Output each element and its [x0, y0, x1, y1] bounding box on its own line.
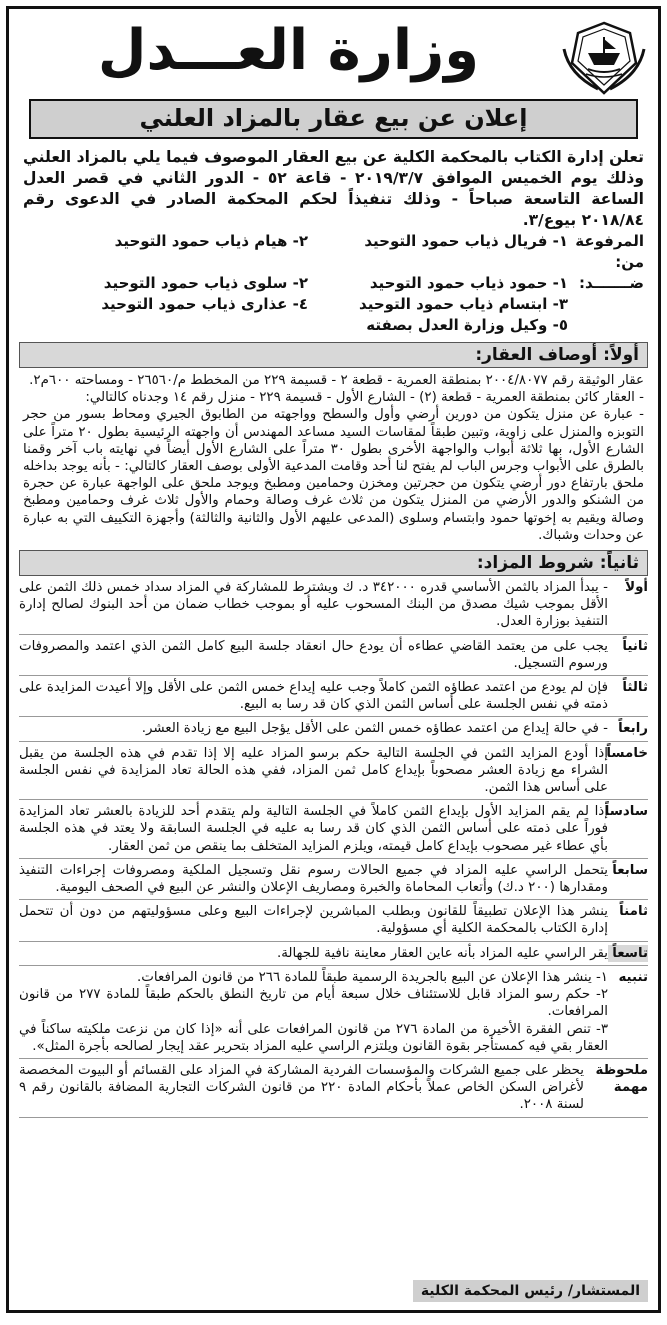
auction-conditions-section	[19, 550, 648, 1117]
notice-key: تنبيه	[618, 969, 648, 985]
notice-line: ٣- تنص الفقرة الأخيرة من المادة ٢٧٦ من قانون المرافعات على أنه «إذا كان من نزعت ملكيته ساكناً في العقار بقي فيه كمستأجر بقوة القانون ويلتزم الراسي عليه المزاد بتحرير عقد إيجار لصالحه بأجرة المثل».	[19, 1021, 609, 1054]
defendants-row	[23, 294, 644, 315]
header	[9, 9, 658, 99]
plaintiffs-row	[23, 231, 644, 273]
notice-line: ٢- حكم رسو المزاد قابل للاستئناف خلال سبعة أيام من تاريخ النطق بالحكم طبقاً للمادة ٢٧٧ من قانون المرافعات.	[19, 987, 609, 1020]
notice-text	[19, 969, 608, 1055]
condition-key: ثامناً	[619, 904, 648, 920]
plaintiff: ٢- هيام ذياب حمود التوحيد	[114, 232, 308, 250]
property-paragraph: - العقار كائن بمنطقة العمرية - قطعة (٢) - الشارع الأول - قسيمة ٢٢٩ - منزل رقم ١٤ وجدناه كالتالي:	[85, 390, 644, 406]
section-heading: ثانياً: شروط المزاد:	[19, 550, 648, 576]
condition-text: فإن لم يودع من اعتمد عطاؤه الثمن كاملاً وجب عليه إيداع خمس الثمن على الأقل وإلا أعيدت المزايدة على ذمته في نفس الجلسة على أساس الثمن الذي كان قد رسا به البيع.	[19, 680, 608, 713]
condition-item	[19, 717, 648, 741]
condition-key: ثالثاً	[622, 680, 648, 696]
condition-text: ينشر هذا الإعلان تطبيقاً للقانون وبطلب المباشرين لإجراءات البيع وعلى مسؤوليتهم من دون أن تتحمل إدارة الكتاب بالمحكمة الكلية أي مسؤولية.	[19, 904, 608, 937]
notice-title: إعلان عن بيع عقار بالمزاد العلني	[29, 99, 638, 139]
condition-item	[19, 942, 648, 966]
defendant: ٥- وكيل وزارة العدل بصفته	[366, 316, 568, 334]
condition-key: سادساً	[604, 804, 648, 820]
section-heading: أولاً: أوصاف العقار:	[19, 342, 648, 368]
condition-key: تاسعاً	[608, 945, 648, 962]
defendant: ٤- عذارى ذياب حمود التوحيد	[101, 295, 308, 313]
condition-text: يجب على من يعتمد القاضي عطاءه أن يودع حال انعقاد جلسة البيع كامل الثمن الذي اعتمد والمصروفات ورسوم التسجيل.	[19, 638, 608, 671]
notice-item	[19, 966, 648, 1059]
defendant: ٣- ابتسام ذياب حمود التوحيد	[359, 295, 568, 313]
condition-text: يتحمل الراسي عليه المزاد في جميع الحالات رسوم نقل وتسجيل الملكية ومصروفات إجراءات التنفيذ ومقدارها (٢٠٠ د.ك) وأتعاب المحاماة والخبرة ومصاريف الإعلان والنشر عن البيع في الصحف اليومية.	[19, 862, 608, 896]
property-description-section	[19, 342, 648, 544]
condition-item	[19, 742, 648, 801]
condition-text: يقر الراسي عليه المزاد بأنه عاين العقار معاينة نافية للجهالة.	[276, 945, 608, 961]
plaintiff: ١- فريال ذياب حمود التوحيد	[364, 232, 568, 250]
condition-item	[19, 900, 648, 941]
notice-line: ١- ينشر هذا الإعلان عن البيع بالجريدة الرسمية طبقاً للمادة ٢٦٦ من قانون المرافعات.	[137, 969, 608, 985]
condition-text: - في حالة إيداع من اعتمد عطاؤه خمس الثمن على الأقل يؤجل البيع مع زيادة العشر.	[141, 721, 608, 737]
condition-text: إذا لم يقم المزايد الأول بإيداع الثمن كاملاً في الجلسة التالية ولم يتقدم أحد للزيادة بالعشر تعاد المزايدة فوراً على ذمته على أساس الثمن الذي كان قد رسا به عليه في الجلسة السابقة ولا يعتد في هذه الجلسة بأي عطاء غير مصحوب بإيداع كامل قيمته، ويلزم المزايد المتخلف بما ينقص من ثمن العقار.	[19, 804, 608, 854]
intro-paragraph: تعلن إدارة الكتاب بالمحكمة الكلية عن بيع العقار الموصوف فيما يلي بالمزاد العلني وذلك يوم الخميس الموافق ٢٠١٩/٣/٧ - قاعة ٥٢ - الدور الثاني في قصر العدل الساعة التاسعة صباحاً - وذلك تنفيذاً لحكم المحكمة الصادر في الدعوى رقم ٢٠١٨/٨٤ بيوع/٣.	[23, 148, 644, 229]
case-parties	[9, 231, 658, 336]
condition-item	[19, 676, 648, 717]
ministry-title: وزارة العـــدل	[97, 18, 480, 83]
condition-key: خامساً	[606, 745, 648, 761]
condition-key: سابعاً	[612, 862, 648, 878]
section-body	[19, 368, 648, 544]
condition-item	[19, 635, 648, 676]
kuwait-emblem-icon	[558, 19, 650, 97]
condition-item	[19, 576, 648, 635]
defendants-row	[23, 315, 644, 336]
condition-key: أولاً	[625, 580, 648, 596]
condition-key: ثانياً	[622, 638, 648, 654]
property-paragraph: عقار الوثيقة رقم ٢٠٠٤/٨٠٧٧ بمنطقة العمرية - قطعة ٢ - قسيمة ٢٢٩ من المخطط م/٢٦٥٦٠ - ومساحته ٦٠٠م٢.	[29, 373, 644, 388]
signature-footer: المستشار/ رئيس المحكمة الكلية	[413, 1280, 648, 1302]
condition-item	[19, 800, 648, 859]
defendant: ١- حمود ذياب حمود التوحيد	[369, 274, 568, 292]
defendants-label: ضـــــــد:	[578, 274, 644, 292]
auction-notice	[6, 6, 661, 1313]
condition-key: رابعاً	[618, 721, 648, 737]
condition-item	[19, 859, 648, 900]
defendants-row	[23, 273, 644, 294]
plaintiffs-label: المرفوعة من:	[575, 232, 644, 271]
important-note-key: ملحوظة مهمة	[595, 1062, 648, 1096]
condition-text: - يبدأ المزاد بالثمن الأساسي قدره ٣٤٢٠٠٠ د. ك ويشترط للمشاركة في المزاد سداد خمس ذلك الثمن على الأقل بموجب شيك مصدق من البنك المسحوب عليه أو بموجب خطاب ضمان من أحد البنوك لصالح إدارة التنفيذ بوزارة العدل.	[19, 580, 608, 630]
defendant: ٢- سلوى ذياب حمود التوحيد	[103, 274, 308, 292]
important-note-text: يحظر على جميع الشركات والمؤسسات الفردية المشاركة في المزاد على القسائم أو البيوت المخصصة لأغراض السكن الخاص عملاً بأحكام المادة ٢٢٠ من قانون الشركات التجارية المضافة بالقانون رقم ٩ لسنة ٢٠٠٨.	[19, 1062, 584, 1113]
property-paragraph: - عبارة عن منزل يتكون من دورين أرضي وأول والسطح وواجهته من الطابوق الجيري ومحاط بسور من حجر التوبزه والمنزل على زاوية، وتبين طبقاً لمقاسات السيد مساعد المهندس أن واجهته الرئيسية بطول ٢٠ متراً على الشارع الأول، بها ثلاثة أبواب والواجهة الأخرى بطول ٣٠ متراً على الشارع الأول أيضاً في نهايته باب آخر وقمنا بالطرق على الأبواب وجرس الباب لم يفتح لنا أحد وقامت المدعية الأولى بوصف العقار كالتالي: - بأنه يوجد بداخله ملحق بارتفاع دور أرضي يتكون من حجرتين ومخزن وحمامين ومطبخ ويوجد ملحق على الواجهة عبارة عن حجرة من الشنكو والدور الأرضي من المنزل يتكون من ثلاث غرف وصالة وحمام والأول ثلاث غرف وحمامين ومطبخ وصالة ويقيم به إخوتها حمود وابتسام وسلوى (المدعى عليهم الأول والثانية والثالثة) وأجهزة التكييف التي به عبارة عن وحدات وشباك.	[23, 407, 644, 543]
important-note	[19, 1059, 648, 1118]
condition-text: إذا أودع المزايد الثمن في الجلسة التالية حكم برسو المزاد عليه إلا إذا تقدم في هذه الجلسة من يقبل الشراء مع زيادة العشر مصحوباً بإيداع كامل ثمن المزاد، ففي هذه الحالة تعاد المزايدة في نفس الجلسة على أساس هذا الثمن.	[19, 745, 608, 796]
